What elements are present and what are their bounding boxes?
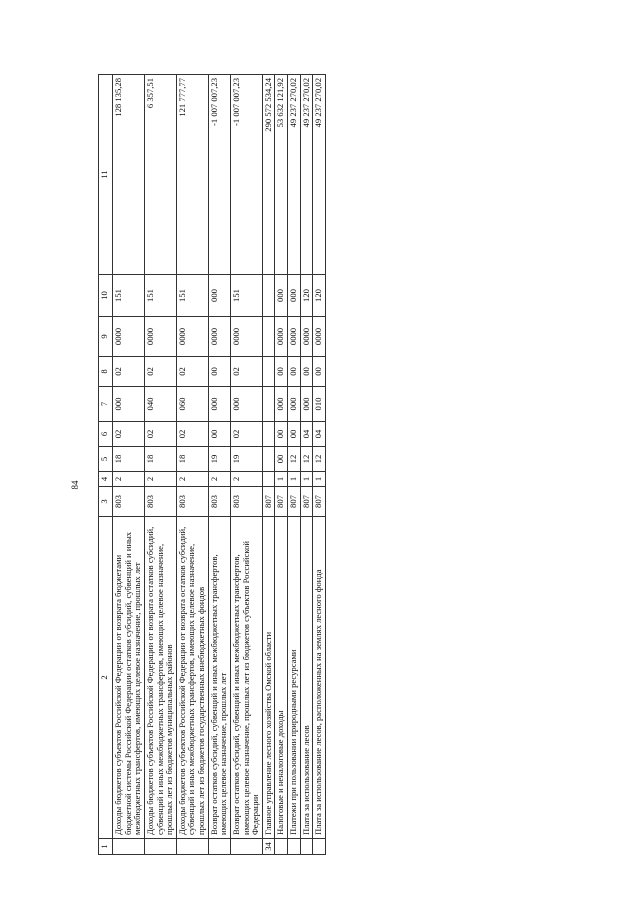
column-header-8: 8 [99,357,113,387]
code-subarticle: 010 [313,387,326,422]
code-element: 02 [113,357,145,387]
admin-code: 807 [262,487,275,517]
amount: 53 632 121,92 [275,75,288,275]
table-header-row [99,75,113,855]
code-economic: 151 [144,275,176,317]
code-economic: 000 [275,275,288,317]
admin-code: 807 [300,487,313,517]
code-economic: 120 [313,275,326,317]
code-element: 02 [176,357,208,387]
column-header-10: 10 [99,275,113,317]
code-article: 02 [113,422,145,447]
page-number: 84 [70,480,80,490]
admin-code: 803 [113,487,145,517]
table-row [144,75,176,855]
row-number [176,839,208,855]
code-element: 00 [313,357,326,387]
admin-code: 803 [144,487,176,517]
revenue-name: Возврат остатков субсидий, субвенций и иных межбюджетных трансфертов, имеющих целевое назначение, прошлых лет из бюджетов субъектов Российской Федерации [230,517,262,839]
amount: -1 007 007,23 [230,75,262,275]
table-row [208,75,230,855]
code-element: 00 [300,357,313,387]
row-number [144,839,176,855]
row-number: 34 [262,839,275,855]
column-header-3: 3 [99,487,113,517]
code-group: 2 [113,472,145,487]
column-header-4: 4 [99,472,113,487]
code-subarticle: 000 [113,387,145,422]
code-program: 0000 [313,317,326,357]
code-program: 0000 [288,317,301,357]
code-article: 00 [275,422,288,447]
amount: 128 135,28 [113,75,145,275]
code-element [262,357,275,387]
code-subarticle: 000 [288,387,301,422]
code-group: 1 [288,472,301,487]
code-subgroup: 12 [288,447,301,472]
revenue-name: Доходы бюджетов субъектов Российской Федерации от возврата бюджетами бюджетной системы Российской Федерации остатков субсидий, субвенций и иных межбюджетных трансфертов, имеющих целевое назначение, прошлых лет [113,517,145,839]
table-row [113,75,145,855]
table-body [113,75,326,855]
amount: -1 007 007,23 [208,75,230,275]
code-group: 1 [313,472,326,487]
code-subgroup: 00 [275,447,288,472]
revenue-name: Доходы бюджетов субъектов Российской Федерации от возврата остатков субсидий, субвенций и иных межбюджетных трансфертов, имеющих целевое назначение, прошлых лет из бюджетов муниципальных районов [144,517,176,839]
amount: 49 237 270,02 [300,75,313,275]
row-number [288,839,301,855]
column-header-5: 5 [99,447,113,472]
code-article: 02 [176,422,208,447]
budget-revenue-table [98,75,578,855]
row-number [113,839,145,855]
amount: 6 357,51 [144,75,176,275]
revenue-name: Главное управление лесного хозяйства Омской области [262,517,275,839]
code-program: 0000 [275,317,288,357]
code-program: 0000 [300,317,313,357]
code-economic: 000 [208,275,230,317]
code-group: 2 [176,472,208,487]
code-article: 04 [300,422,313,447]
column-header-2: 2 [99,517,113,839]
row-number [208,839,230,855]
column-header-9: 9 [99,317,113,357]
code-program: 0000 [144,317,176,357]
amount: 49 237 270,02 [288,75,301,275]
code-element: 00 [288,357,301,387]
code-subarticle [262,387,275,422]
code-article [262,422,275,447]
code-economic: 151 [176,275,208,317]
column-header-7: 7 [99,387,113,422]
code-economic: 120 [300,275,313,317]
code-group [262,472,275,487]
code-subgroup: 12 [300,447,313,472]
admin-code: 807 [313,487,326,517]
code-subgroup: 19 [230,447,262,472]
amount: 290 572 534,24 [262,75,275,275]
table-row [300,75,313,855]
table-row [288,75,301,855]
code-subgroup: 18 [144,447,176,472]
code-element: 02 [230,357,262,387]
code-subgroup: 19 [208,447,230,472]
revenue-name: Доходы бюджетов субъектов Российской Федерации от возврата остатков субсидий, субвенций и иных межбюджетных трансфертов, имеющих целевое назначение, прошлых лет из бюджетов государственных внебюджетных фондов [176,517,208,839]
code-subarticle: 040 [144,387,176,422]
table-row [262,75,275,855]
code-article: 00 [208,422,230,447]
revenue-name: Возврат остатков субсидий, субвенций и иных межбюджетных трансфертов, имеющих целевое назначение, прошлых лет [208,517,230,839]
code-group: 2 [208,472,230,487]
column-header-1: 1 [99,839,113,855]
row-number [275,839,288,855]
amount: 121 777,77 [176,75,208,275]
code-economic [262,275,275,317]
code-group: 2 [230,472,262,487]
code-economic: 151 [113,275,145,317]
revenue-name: Налоговые и неналоговые доходы [275,517,288,839]
code-program: 0000 [176,317,208,357]
table-row [313,75,326,855]
code-article: 02 [144,422,176,447]
code-subarticle: 060 [176,387,208,422]
table-row [176,75,208,855]
code-economic: 000 [288,275,301,317]
code-article: 02 [230,422,262,447]
code-program: 0000 [208,317,230,357]
admin-code: 803 [230,487,262,517]
row-number [313,839,326,855]
code-program: 0000 [113,317,145,357]
code-subarticle: 000 [300,387,313,422]
code-subgroup: 18 [176,447,208,472]
revenue-name: Плата за использование лесов, расположенных на землях лесного фонда [313,517,326,839]
revenue-name: Плата за использование лесов [300,517,313,839]
code-article: 04 [313,422,326,447]
admin-code: 803 [208,487,230,517]
code-subarticle: 000 [230,387,262,422]
code-subarticle: 000 [275,387,288,422]
row-number [230,839,262,855]
row-number [300,839,313,855]
code-subgroup: 18 [113,447,145,472]
code-group: 2 [144,472,176,487]
code-element: 00 [208,357,230,387]
revenue-name: Платежи при пользовании природными ресурсами [288,517,301,839]
code-group: 1 [300,472,313,487]
code-program [262,317,275,357]
code-subgroup: 12 [313,447,326,472]
code-element: 00 [275,357,288,387]
code-economic: 151 [230,275,262,317]
amount: 49 237 270,02 [313,75,326,275]
code-element: 02 [144,357,176,387]
code-article: 00 [288,422,301,447]
column-header-6: 6 [99,422,113,447]
code-subgroup [262,447,275,472]
admin-code: 803 [176,487,208,517]
code-program: 0000 [230,317,262,357]
column-header-11: 11 [99,75,113,275]
table-row [230,75,262,855]
table-row [275,75,288,855]
admin-code: 807 [275,487,288,517]
admin-code: 807 [288,487,301,517]
rotated-table-frame [98,75,578,855]
code-subarticle: 000 [208,387,230,422]
code-group: 1 [275,472,288,487]
